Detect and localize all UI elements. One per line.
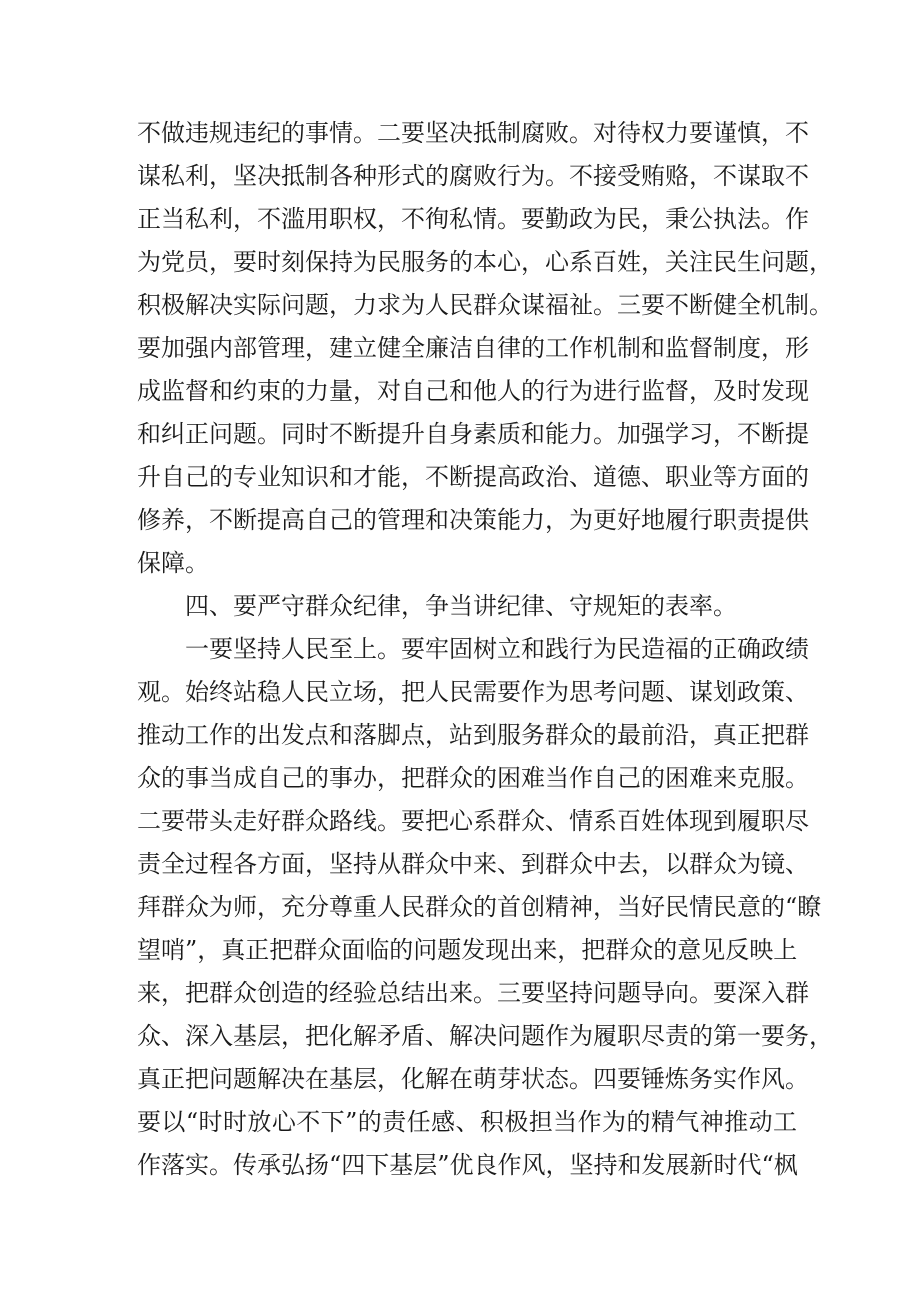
text-line: 积极解决实际问题，力求为人民群众谋福祉。三要不断健全机制。	[137, 291, 833, 319]
text-line: 要加强内部管理，建立健全廉洁自律的工作机制和监督制度，形	[137, 334, 809, 362]
text-line: 成监督和约束的力量，对自己和他人的行为进行监督，及时发现	[137, 377, 809, 405]
text-line: 为党员，要时刻保持为民服务的本心，心系百姓，关注民生问题，	[137, 248, 833, 276]
text-line: 正当私利，不滥用职权，不徇私情。要勤政为民，秉公执法。作	[137, 205, 809, 233]
text-line: 拜群众为师，充分尊重人民群众的首创精神，当好民情民意的“瞭	[137, 893, 822, 921]
text-line: 要以“时时放心不下”的责任感、积极担当作为的精气神推动工	[137, 1108, 797, 1136]
section-heading: 四、要严守群众纪律，争当讲纪律、守规矩的表率。	[185, 592, 737, 620]
text-line: 众的事当成自己的事办，把群众的困难当作自己的困难来克服。	[137, 764, 809, 792]
text-line: 来，把群众创造的经验总结出来。三要坚持问题导向。要深入群	[137, 979, 809, 1007]
text-line: 保障。	[137, 549, 209, 577]
text-line: 望哨”，真正把群众面临的问题发现出来，把群众的意见反映上	[137, 936, 798, 964]
text-line: 谋私利，坚决抵制各种形式的腐败行为。不接受贿赂，不谋取不	[137, 162, 809, 190]
text-line: 真正把问题解决在基层，化解在萌芽状态。四要锤炼务实作风。	[137, 1065, 809, 1093]
text-line: 推动工作的出发点和落脚点，站到服务群众的最前沿，真正把群	[137, 721, 809, 749]
text-line: 众、深入基层，把化解矛盾、解决问题作为履职尽责的第一要务，	[137, 1022, 833, 1050]
text-line: 升自己的专业知识和才能，不断提高政治、道德、职业等方面的	[137, 463, 809, 491]
text-line: 和纠正问题。同时不断提升自身素质和能力。加强学习，不断提	[137, 420, 809, 448]
body-text	[137, 112, 833, 1187]
text-line: 不做违规违纪的事情。二要坚决抵制腐败。对待权力要谨慎，不	[137, 119, 809, 147]
text-line: 修养，不断提高自己的管理和决策能力，为更好地履行职责提供	[137, 506, 809, 534]
text-line: 作落实。传承弘扬“四下基层”优良作风，坚持和发展新时代“枫	[137, 1151, 798, 1179]
text-line: 观。始终站稳人民立场，把人民需要作为思考问题、谋划政策、	[137, 678, 809, 706]
paragraph-first-line: 一要坚持人民至上。要牢固树立和践行为民造福的正确政绩	[185, 635, 809, 663]
text-line: 二要带头走好群众路线。要把心系群众、情系百姓体现到履职尽	[137, 807, 809, 835]
text-line: 责全过程各方面，坚持从群众中来、到群众中去，以群众为镜、	[137, 850, 809, 878]
